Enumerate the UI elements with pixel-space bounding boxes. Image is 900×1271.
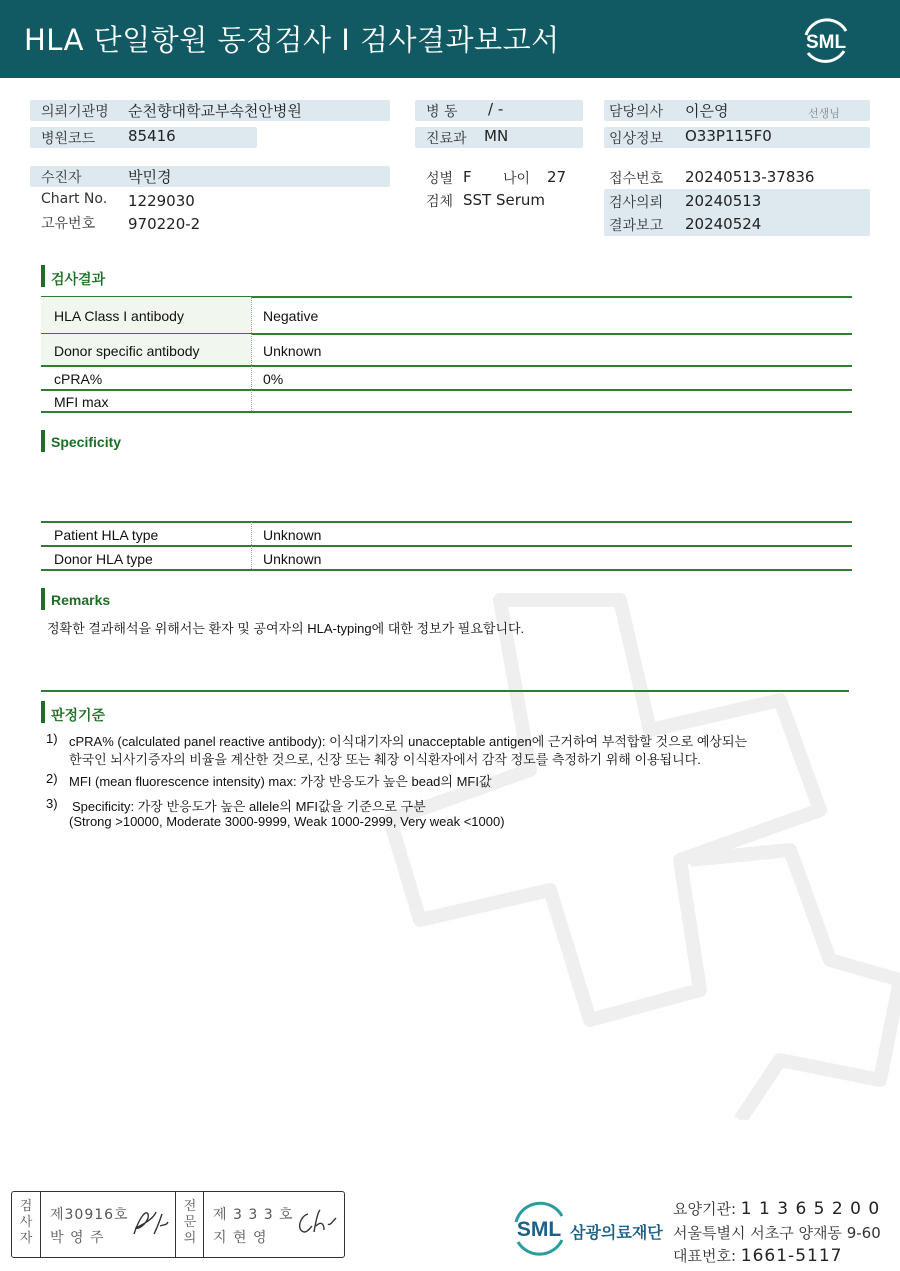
org-logo xyxy=(510,1198,570,1260)
chart-label: Chart No. xyxy=(41,191,108,207)
column-separator xyxy=(251,522,252,569)
ward-value: / - xyxy=(488,100,504,118)
result-key: Donor specific antibody xyxy=(54,343,200,359)
doctor-suffix: 선생님 xyxy=(808,107,840,120)
signature-box xyxy=(11,1191,345,1258)
hospital-code-value: 85416 xyxy=(128,127,176,145)
age-value: 27 xyxy=(547,168,567,186)
stamp-divider xyxy=(40,1192,41,1257)
chart-value: 1229030 xyxy=(128,192,195,210)
remarks-title: Remarks xyxy=(51,592,111,608)
remarks-bottom-line xyxy=(41,690,849,692)
result-value: Unknown xyxy=(263,343,322,359)
report-header xyxy=(0,0,900,78)
sex-label: 성별 xyxy=(426,171,454,187)
result-key: HLA Class I antibody xyxy=(54,308,184,324)
sml-footer-logo-text: SML xyxy=(516,1218,562,1241)
request-value: 20240513 xyxy=(685,192,762,210)
criteria-number: 2) xyxy=(46,771,58,786)
specialist-label: 전문의 xyxy=(183,1199,197,1246)
criteria-section-marker xyxy=(41,701,45,723)
receipt-value: 20240513-37836 xyxy=(685,168,815,186)
age-label: 나이 xyxy=(503,171,531,187)
result-key: cPRA% xyxy=(54,371,103,387)
criteria-line: MFI (mean fluorescence intensity) max: 가장 반응도가 높은 bead의 MFI값 xyxy=(69,774,492,789)
tester-number: 제30916호 xyxy=(50,1207,129,1223)
specificity-key: Donor HLA type xyxy=(54,551,153,567)
watermark-cross-icon xyxy=(360,560,900,1120)
criteria-line: 한국인 뇌사기증자의 비율을 계산한 것으로, 신장 또는 췌장 이식환자에서 감작 정도를 측정하기 위해 이용됩니다. xyxy=(69,752,701,767)
specialist-number: 제 3 3 3 호 xyxy=(213,1207,294,1223)
receipt-label: 접수번호 xyxy=(609,171,664,187)
specificity-value: Unknown xyxy=(263,551,322,567)
report-value: 20240524 xyxy=(685,215,762,233)
remarks-section-marker xyxy=(41,588,45,610)
results-section-marker xyxy=(41,265,45,287)
ward-label: 병 동 xyxy=(426,104,458,120)
row-divider xyxy=(41,545,852,547)
row-divider xyxy=(41,365,852,367)
hospital-code-label: 병원코드 xyxy=(41,131,96,147)
specificity-key: Patient HLA type xyxy=(54,527,159,543)
request-label: 검사의뢰 xyxy=(609,195,664,211)
tester-label: 검사자 xyxy=(19,1199,33,1246)
stamp-divider xyxy=(175,1192,176,1257)
column-separator xyxy=(251,297,252,411)
clinical-label: 임상정보 xyxy=(609,131,664,147)
phone-label: 대표번호: xyxy=(673,1247,737,1265)
examinee-value: 박민경 xyxy=(128,168,172,186)
clinical-value: O33P115F0 xyxy=(685,127,772,145)
dept-value: MN xyxy=(484,127,509,145)
specialist-signature-icon xyxy=(294,1206,338,1240)
id-label: 고유번호 xyxy=(41,216,96,232)
report-label: 결과보고 xyxy=(609,218,664,234)
phone-number: 1661-5117 xyxy=(740,1246,843,1266)
specificity-value: Unknown xyxy=(263,527,322,543)
specificity-section-marker xyxy=(41,430,45,452)
result-value: Negative xyxy=(263,308,319,324)
doctor-label: 담당의사 xyxy=(609,104,664,120)
stamp-divider xyxy=(203,1192,204,1257)
institution-value: 순천향대학교부속천안병원 xyxy=(128,102,302,120)
dept-label: 진료과 xyxy=(426,131,467,147)
specimen-label: 검체 xyxy=(426,194,454,210)
tester-signature-icon xyxy=(130,1206,170,1240)
specificity-bottom-line xyxy=(41,569,852,571)
examinee-pill xyxy=(30,166,390,187)
report-title: HLA 단일항원 동정검사 I 검사결과보고서 xyxy=(24,23,560,57)
address: 서울특별시 서초구 양재동 9-60 xyxy=(673,1224,881,1242)
examinee-label: 수진자 xyxy=(41,170,82,186)
criteria-title: 판정기준 xyxy=(51,707,106,723)
id-value: 970220-2 xyxy=(128,215,201,233)
criteria-number: 1) xyxy=(46,731,58,746)
remarks-text: 정확한 결과해석을 위해서는 환자 및 공여자의 HLA-typing에 대한 정보가 필요합니다. xyxy=(47,621,525,636)
criteria-line: (Strong >10000, Moderate 3000-9999, Weak 1000-2999, Very weak <1000) xyxy=(69,814,505,829)
results-title: 검사결과 xyxy=(51,271,106,287)
specialist-name: 지 현 영 xyxy=(213,1230,268,1246)
result-key: MFI max xyxy=(54,394,109,410)
institution-label: 의뢰기관명 xyxy=(41,104,109,120)
agency-label: 요양기관: xyxy=(673,1200,737,1218)
sml-logo-icon xyxy=(798,13,854,65)
doctor-value: 이은영 xyxy=(685,102,729,120)
sml-footer-logo-icon xyxy=(510,1198,570,1256)
tester-name: 박 영 주 xyxy=(50,1230,105,1246)
sml-logo-text: SML xyxy=(805,32,847,53)
agency-number: 1 1 3 6 5 2 0 0 xyxy=(740,1199,881,1219)
criteria-line: cPRA% (calculated panel reactive antibody): 이식대기자의 unacceptable antigen에 근거하여 부적합할 것으로 예상되는 xyxy=(69,734,748,749)
result-value: 0% xyxy=(263,371,284,387)
specificity-title: Specificity xyxy=(51,434,122,450)
specimen-value: SST Serum xyxy=(463,191,546,209)
row-divider xyxy=(41,389,852,391)
criteria-line: Specificity: 가장 반응도가 높은 allele의 MFI값을 기준으로 구분 xyxy=(72,799,426,814)
results-bottom-line xyxy=(41,411,852,413)
specificity-top-line xyxy=(41,521,852,523)
sex-value: F xyxy=(463,168,472,186)
criteria-number: 3) xyxy=(46,796,58,811)
agency-line xyxy=(673,1198,880,1219)
phone-line xyxy=(673,1245,842,1266)
org-name: 삼광의료재단 xyxy=(570,1223,663,1242)
